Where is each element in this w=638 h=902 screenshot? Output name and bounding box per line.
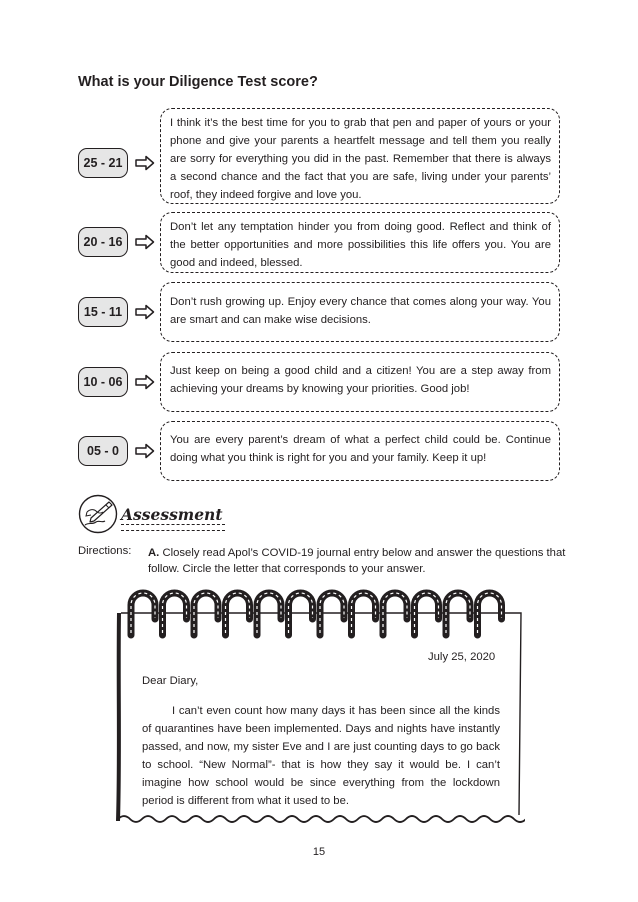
title-underline	[121, 524, 225, 531]
score-message-box: I think it’s the best time for you to grab that pen and paper of yours or your phone and give your parents a heartfelt message and tell them you really are sorry for everything you did in the past. Remember that there is always a second chance and the fact that you are safe, living under your parents’ roof, they indeed forgive and love you.	[160, 108, 560, 204]
score-range-badge: 15 - 11	[78, 297, 128, 327]
assessment-title: Assessment	[121, 505, 223, 524]
spiral-binding	[131, 593, 502, 635]
score-range-badge: 25 - 21	[78, 148, 128, 178]
spiral-ring	[446, 593, 470, 635]
score-range-badge: 10 - 06	[78, 367, 128, 397]
spiral-ring	[320, 593, 344, 635]
spiral-ring	[289, 593, 313, 635]
pen-writing-icon	[78, 494, 118, 534]
arrow-right-icon	[135, 443, 155, 459]
arrow-right-icon	[135, 374, 155, 390]
score-range-badge: 20 - 16	[78, 227, 128, 257]
diary-greeting: Dear Diary,	[142, 675, 199, 687]
directions-body: Closely read Apol’s COVID-19 journal entry below and answer the questions that follow. Circle the letter that corresponds to your answer.	[148, 547, 566, 575]
score-range-badge: 05 - 0	[78, 436, 128, 466]
score-message-box: Don’t let any temptation hinder you from doing good. Reflect and think of the better opportunities and more possibilities this life offers you. You are good and indeed, blessed.	[160, 212, 560, 273]
part-label: A.	[148, 547, 160, 559]
spiral-ring	[131, 593, 155, 635]
directions-label: Directions:	[78, 545, 132, 557]
score-message-box: Just keep on being a good child and a citizen! You are a step away from achieving your dreams by knowing your priorities. Good job!	[160, 352, 560, 412]
score-message-box: You are every parent’s dream of what a perfect child could be. Continue doing what you think is right for you and your family. Keep it up!	[160, 421, 560, 481]
section-heading: What is your Diligence Test score?	[78, 74, 318, 90]
spiral-ring	[478, 593, 502, 635]
spiral-ring	[226, 593, 250, 635]
score-message-box: Don’t rush growing up. Enjoy every chance that comes along your way. You are smart and can make wise decisions.	[160, 282, 560, 342]
page-number: 15	[312, 846, 326, 858]
arrow-right-icon	[135, 304, 155, 320]
spiral-ring	[352, 593, 376, 635]
spiral-ring	[415, 593, 439, 635]
spiral-ring	[383, 593, 407, 635]
spiral-ring	[163, 593, 187, 635]
arrow-right-icon	[135, 155, 155, 171]
diary-date: July 25, 2020	[428, 651, 496, 663]
arrow-right-icon	[135, 234, 155, 250]
spiral-ring	[257, 593, 281, 635]
directions-text	[148, 545, 566, 577]
diary-body: I can’t even count how many days it has been since all the kinds of quarantines have been implemented. Days and nights have instantly passed, and now, my sister Eve and I are just counting days to go back to school. “New Normal”- that is how they say it would be. I can’t imagine how school would be since everything from the lockdown period is different from what it used to be.	[142, 705, 500, 807]
spiral-ring	[194, 593, 218, 635]
